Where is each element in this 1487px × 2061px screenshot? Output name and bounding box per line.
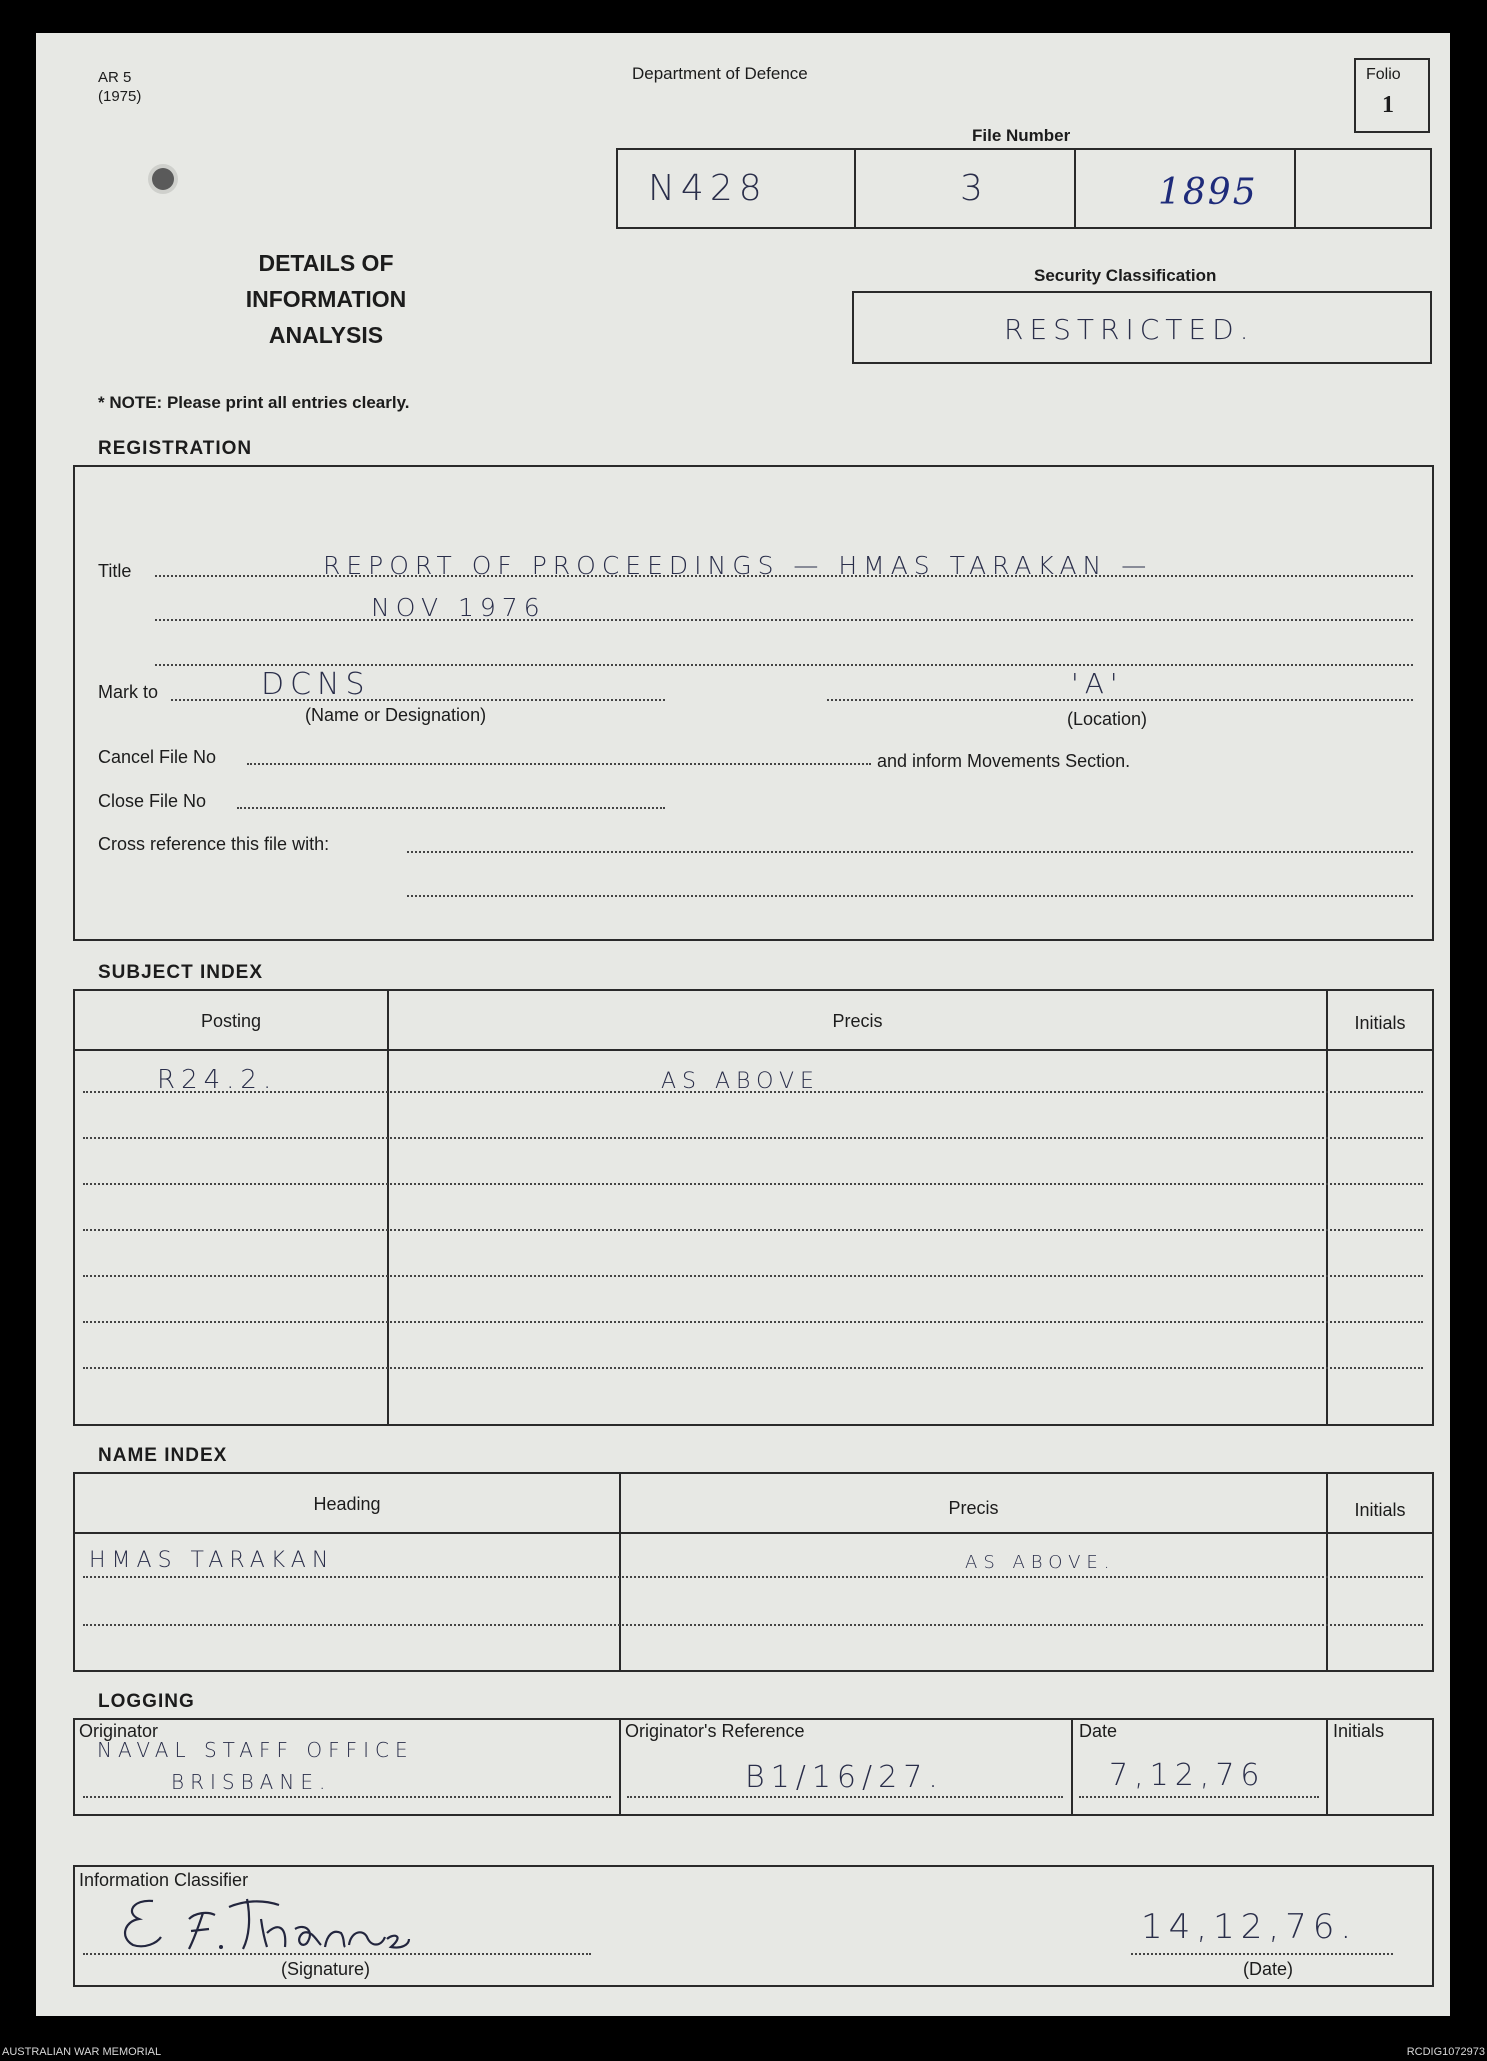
column-divider <box>619 1720 621 1814</box>
footer-right: RCDIG1072973 <box>1406 2046 1485 2058</box>
index-row-line[interactable] <box>83 1275 1423 1277</box>
cancel-file-line[interactable] <box>247 763 871 765</box>
reference-value: B1/16/27. <box>745 1760 944 1795</box>
index-row-line[interactable] <box>83 1137 1423 1139</box>
originator-label: Originator <box>79 1721 159 1741</box>
reference-line[interactable] <box>627 1796 1063 1798</box>
subject-index-heading: SUBJECT INDEX <box>98 962 264 983</box>
index-row-line[interactable] <box>83 1183 1423 1185</box>
col-posting: Posting <box>200 1011 262 1031</box>
classifier-label: Information Classifier <box>79 1870 249 1890</box>
col-precis: Precis <box>832 1011 883 1031</box>
folio-label: Folio <box>1366 66 1401 83</box>
security-label: Security Classification <box>1034 266 1217 285</box>
security-box <box>852 291 1432 364</box>
index-row-line[interactable] <box>83 1321 1423 1323</box>
col-initials: Initials <box>1354 1500 1406 1520</box>
mark-to-label: Mark to <box>98 682 159 702</box>
column-divider <box>1326 991 1328 1424</box>
name-index-heading: NAME INDEX <box>98 1445 228 1466</box>
form-title <box>176 245 476 353</box>
mark-to-line[interactable] <box>171 699 665 701</box>
registration-box <box>73 465 1434 941</box>
file-number-part-3: 1895 <box>1158 172 1258 213</box>
col-heading: Heading <box>313 1494 381 1514</box>
folio-number: 1 <box>1382 92 1394 118</box>
name-index-table <box>73 1472 1434 1672</box>
title-line[interactable] <box>155 664 1413 666</box>
form-year: (1975) <box>98 88 142 105</box>
form-title-line1: DETAILS OF INFORMATION <box>245 250 407 312</box>
column-divider <box>1071 1720 1073 1814</box>
date-value: 7,12,76 <box>1109 1758 1266 1793</box>
name-caption: (Name or Designation) <box>305 705 487 725</box>
header-divider <box>75 1049 1432 1051</box>
file-number-label: File Number <box>972 126 1071 145</box>
title-label: Title <box>98 561 132 581</box>
index-row-line[interactable] <box>83 1624 1423 1626</box>
folio-box <box>1354 58 1430 133</box>
posting-value: R24.2. <box>157 1065 278 1095</box>
close-file-label: Close File No <box>98 791 207 811</box>
department-label: Department of Defence <box>632 64 808 83</box>
col-initials: Initials <box>1354 1013 1406 1033</box>
header-divider <box>75 1532 1432 1534</box>
logging-box <box>73 1718 1434 1816</box>
logging-heading: LOGGING <box>98 1691 195 1712</box>
file-number-part-1: N428 <box>648 168 768 209</box>
title-value-line1: REPORT OF PROCEEDINGS — HMAS TARAKAN — <box>323 551 1153 580</box>
originator-value-line2: BRISBANE. <box>171 1770 332 1794</box>
title-line[interactable] <box>155 619 1413 621</box>
column-divider <box>1326 1720 1328 1814</box>
file-number-part-2: 3 <box>960 168 989 209</box>
form-title-line2: ANALYSIS <box>268 322 384 348</box>
location-value: 'A' <box>1071 667 1124 700</box>
classifier-date-value: 14,12,76. <box>1141 1907 1358 1947</box>
location-caption: (Location) <box>1067 709 1148 729</box>
reference-label: Originator's Reference <box>625 1721 805 1741</box>
classifier-date-line[interactable] <box>1131 1953 1393 1955</box>
originator-value-line1: NAVAL STAFF OFFICE <box>97 1738 414 1762</box>
file-number-box <box>616 148 1432 229</box>
security-value: RESTRICTED. <box>1004 313 1255 346</box>
punch-hole-mark <box>152 168 174 190</box>
index-row-line[interactable] <box>83 1091 1423 1093</box>
index-row-line[interactable] <box>83 1576 1423 1578</box>
mark-to-value: DCNS <box>261 667 371 702</box>
title-value-line2: NOV 1976 <box>371 593 546 622</box>
cancel-file-suffix: and inform Movements Section. <box>877 751 1131 771</box>
cross-reference-line[interactable] <box>407 895 1413 897</box>
signature-caption: (Signature) <box>281 1959 371 1979</box>
date-line[interactable] <box>1079 1796 1319 1798</box>
col-precis: Precis <box>948 1498 999 1518</box>
classifier-date-caption: (Date) <box>1243 1959 1294 1979</box>
file-number-divider <box>1294 150 1296 227</box>
signature-image <box>111 1889 411 1955</box>
precis-value: AS ABOVE <box>661 1069 820 1094</box>
note-text: * NOTE: Please print all entries clearly. <box>98 393 410 412</box>
initials-label: Initials <box>1333 1721 1385 1741</box>
form-code: AR 5 <box>98 69 132 86</box>
heading-value: HMAS TARAKAN <box>89 1548 335 1573</box>
footer-left: AUSTRALIAN WAR MEMORIAL <box>2 2046 162 2058</box>
cross-reference-label: Cross reference this file with: <box>98 834 330 854</box>
cancel-file-label: Cancel File No <box>98 747 217 767</box>
precis-value: AS ABOVE. <box>965 1552 1116 1573</box>
file-number-divider <box>1074 150 1076 227</box>
form-page <box>36 33 1450 2016</box>
column-divider <box>387 991 389 1424</box>
originator-line[interactable] <box>83 1796 611 1798</box>
registration-heading: REGISTRATION <box>98 438 253 459</box>
file-number-divider <box>854 150 856 227</box>
index-row-line[interactable] <box>83 1367 1423 1369</box>
cross-reference-line[interactable] <box>407 851 1413 853</box>
date-label: Date <box>1079 1721 1118 1741</box>
signature-line[interactable] <box>83 1953 591 1955</box>
close-file-line[interactable] <box>237 807 665 809</box>
subject-index-table <box>73 989 1434 1426</box>
index-row-line[interactable] <box>83 1229 1423 1231</box>
classifier-box <box>73 1865 1434 1987</box>
